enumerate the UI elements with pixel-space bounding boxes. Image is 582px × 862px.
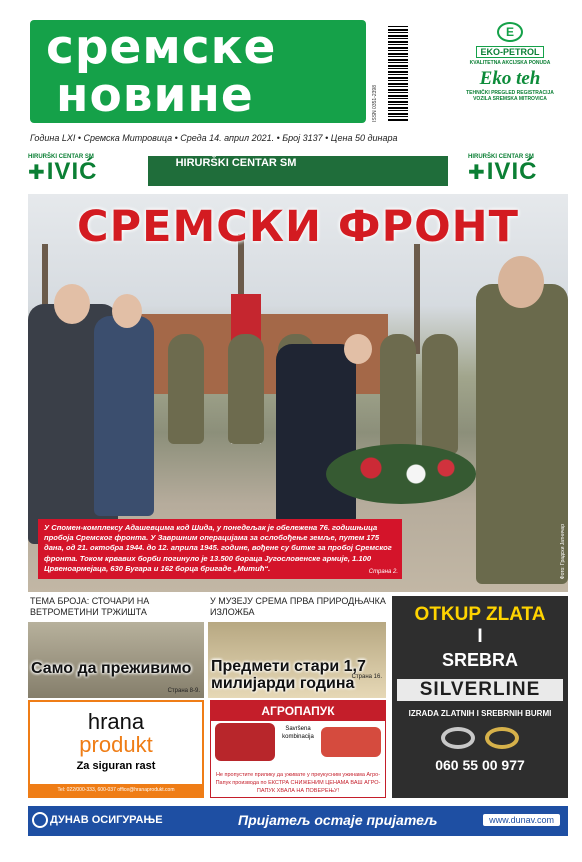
rings-icon xyxy=(392,727,568,749)
teaser-livestock[interactable] xyxy=(28,596,204,698)
main-headline[interactable]: СРЕМСКИ ФРОНТ xyxy=(77,202,519,252)
ivic-center-box xyxy=(148,156,448,186)
wreath xyxy=(326,444,476,504)
ring-icon xyxy=(485,727,519,749)
medical-cross-icon: ✚ xyxy=(28,162,45,184)
ivic-ad-band[interactable] xyxy=(28,154,568,188)
ivic-caption: HIRURŠKI CENTAR SM xyxy=(28,154,94,160)
person-head xyxy=(54,284,90,324)
gold-line-2: I xyxy=(477,626,483,647)
silverline-logo: SILVERLINE xyxy=(397,679,563,701)
masthead xyxy=(30,20,366,123)
teaser-page: Страна 16. xyxy=(351,674,382,680)
masthead-line-2: новине xyxy=(56,68,254,123)
agro-bottom: Не пропустите прилику да уживате у преукусним ужинама Агро-Папук производа по ЕКСТРА СНИЖЕНИМ ЦЕНАМА ВАШ АГРО-ПАПУК ХВАЛА НА ПОВЕРЕЊУ! xyxy=(215,772,381,794)
dunav-slogan: Пријатељ остаје пријатељ xyxy=(238,812,438,828)
eko-brand: EKO-PETROL xyxy=(476,46,543,58)
photo-credit: Фото: Градски Јатничар xyxy=(560,524,566,580)
teaser-title: Предмети стари 1,7 милијарди година xyxy=(211,658,366,692)
masthead-line-1: сремске xyxy=(46,20,277,75)
ivic-word: IVIĆ xyxy=(486,158,538,185)
ivic-logo-right xyxy=(468,154,568,188)
hrana-produkt-ad[interactable] xyxy=(28,700,204,798)
bottom-section xyxy=(28,596,568,798)
eko-emblem-icon: E xyxy=(497,22,523,42)
teaser-kicker: У МУЗЕЈУ СРЕМА ПРВА ПРИРОДЊАЧКА ИЗЛОЖБА xyxy=(210,596,386,617)
gold-line-3: SREBRA xyxy=(441,650,518,670)
silverline-ad[interactable] xyxy=(392,596,568,798)
ivic-word: IVIĆ xyxy=(46,158,98,185)
ring-icon xyxy=(441,727,475,749)
ivic-center-title: HIRURŠKI CENTAR SM xyxy=(175,157,297,169)
person-bowing xyxy=(276,344,356,524)
lead-caption xyxy=(38,519,402,579)
barcode xyxy=(388,26,408,122)
teaser-page: Страна 8-9. xyxy=(167,688,200,694)
medical-cross-icon: ✚ xyxy=(468,162,485,184)
teaser-kicker: ТЕМА БРОЈА: СТОЧАРИ НА ВЕТРОМЕТИНИ ТРЖИШТА xyxy=(30,596,150,617)
gold-phone: 060 55 00 977 xyxy=(435,757,525,773)
teaser-title: Само да преживимо xyxy=(31,660,192,677)
person-head xyxy=(344,334,372,364)
soldier-foreground xyxy=(476,284,568,584)
teaser-museum[interactable] xyxy=(208,596,386,698)
dunav-brand: ДУНАВ ОСИГУРАЊЕ xyxy=(50,814,163,826)
hrana-slogan: Za siguran rast xyxy=(76,760,156,772)
hrana-contact: Tel: 022/000-333, 600-037 office@hranaprodukt.com xyxy=(30,784,202,796)
agro-mid: Savršena kombinacija xyxy=(282,726,314,740)
soldier xyxy=(228,334,264,444)
hrana-word: hrana xyxy=(87,709,145,734)
soldier xyxy=(422,334,458,454)
soldier xyxy=(168,334,204,444)
eko-desc-2: TEHNIČKI PREGLED REGISTRACIJA VOZILA SREMSKA MITROVICA xyxy=(466,90,554,102)
soldier-head xyxy=(498,256,544,308)
ivic-caption: HIRURŠKI CENTAR SM xyxy=(468,154,534,160)
agropapuk-ad[interactable] xyxy=(210,700,386,798)
eko-petrol-ad[interactable] xyxy=(462,22,558,126)
agro-brand: АГРОПАПУК xyxy=(211,701,385,721)
meat-image xyxy=(321,727,381,757)
lead-photo[interactable] xyxy=(28,194,568,592)
tree xyxy=(414,244,420,354)
person-head xyxy=(112,294,142,328)
eko-desc: KVALITETNA AKCIJSKA PONUDA xyxy=(469,60,551,66)
gold-line-1: OTKUP ZLATA xyxy=(414,604,546,625)
caption-page: Страна 2. xyxy=(368,568,398,575)
soldier xyxy=(380,334,416,454)
dunav-url[interactable]: www.dunav.com xyxy=(483,814,560,826)
dunav-logo-icon xyxy=(32,812,48,828)
gold-line-4: IZRADA ZLATNIH I SREBRNIH BURMI xyxy=(408,709,552,718)
meat-image xyxy=(215,723,275,761)
dunav-footer-ad[interactable] xyxy=(28,806,568,836)
person-plaid xyxy=(94,316,154,516)
issn-text: ISSN 0351-2398 xyxy=(372,85,378,122)
ivic-logo-left xyxy=(28,154,128,188)
caption-text: У Спомен-комплексу Адашевцима код Шида, у понедељак је обележена 76. годишњица пробоја Сремског фронта. У Завршним операцијама за ослобођење земље, путем 175 дана, од 21. октобра 1944. до 12. априла 1945. године, вођене су битке за пробој Сремског фронта. Током крвавих борби погинуло је 13.500 бораца Југословенске армије, 1.100 Црвеноармејаца, 630 Бугара и 162 борца бригаде „Митић“. xyxy=(44,523,392,573)
issue-info: Година LXI • Сремска Митровица • Среда 14. април 2021. • Број 3137 • Цена 50 динара xyxy=(30,133,398,143)
eko-teh-logo: Eko teh xyxy=(479,68,541,89)
produkt-word: produkt xyxy=(79,732,153,757)
